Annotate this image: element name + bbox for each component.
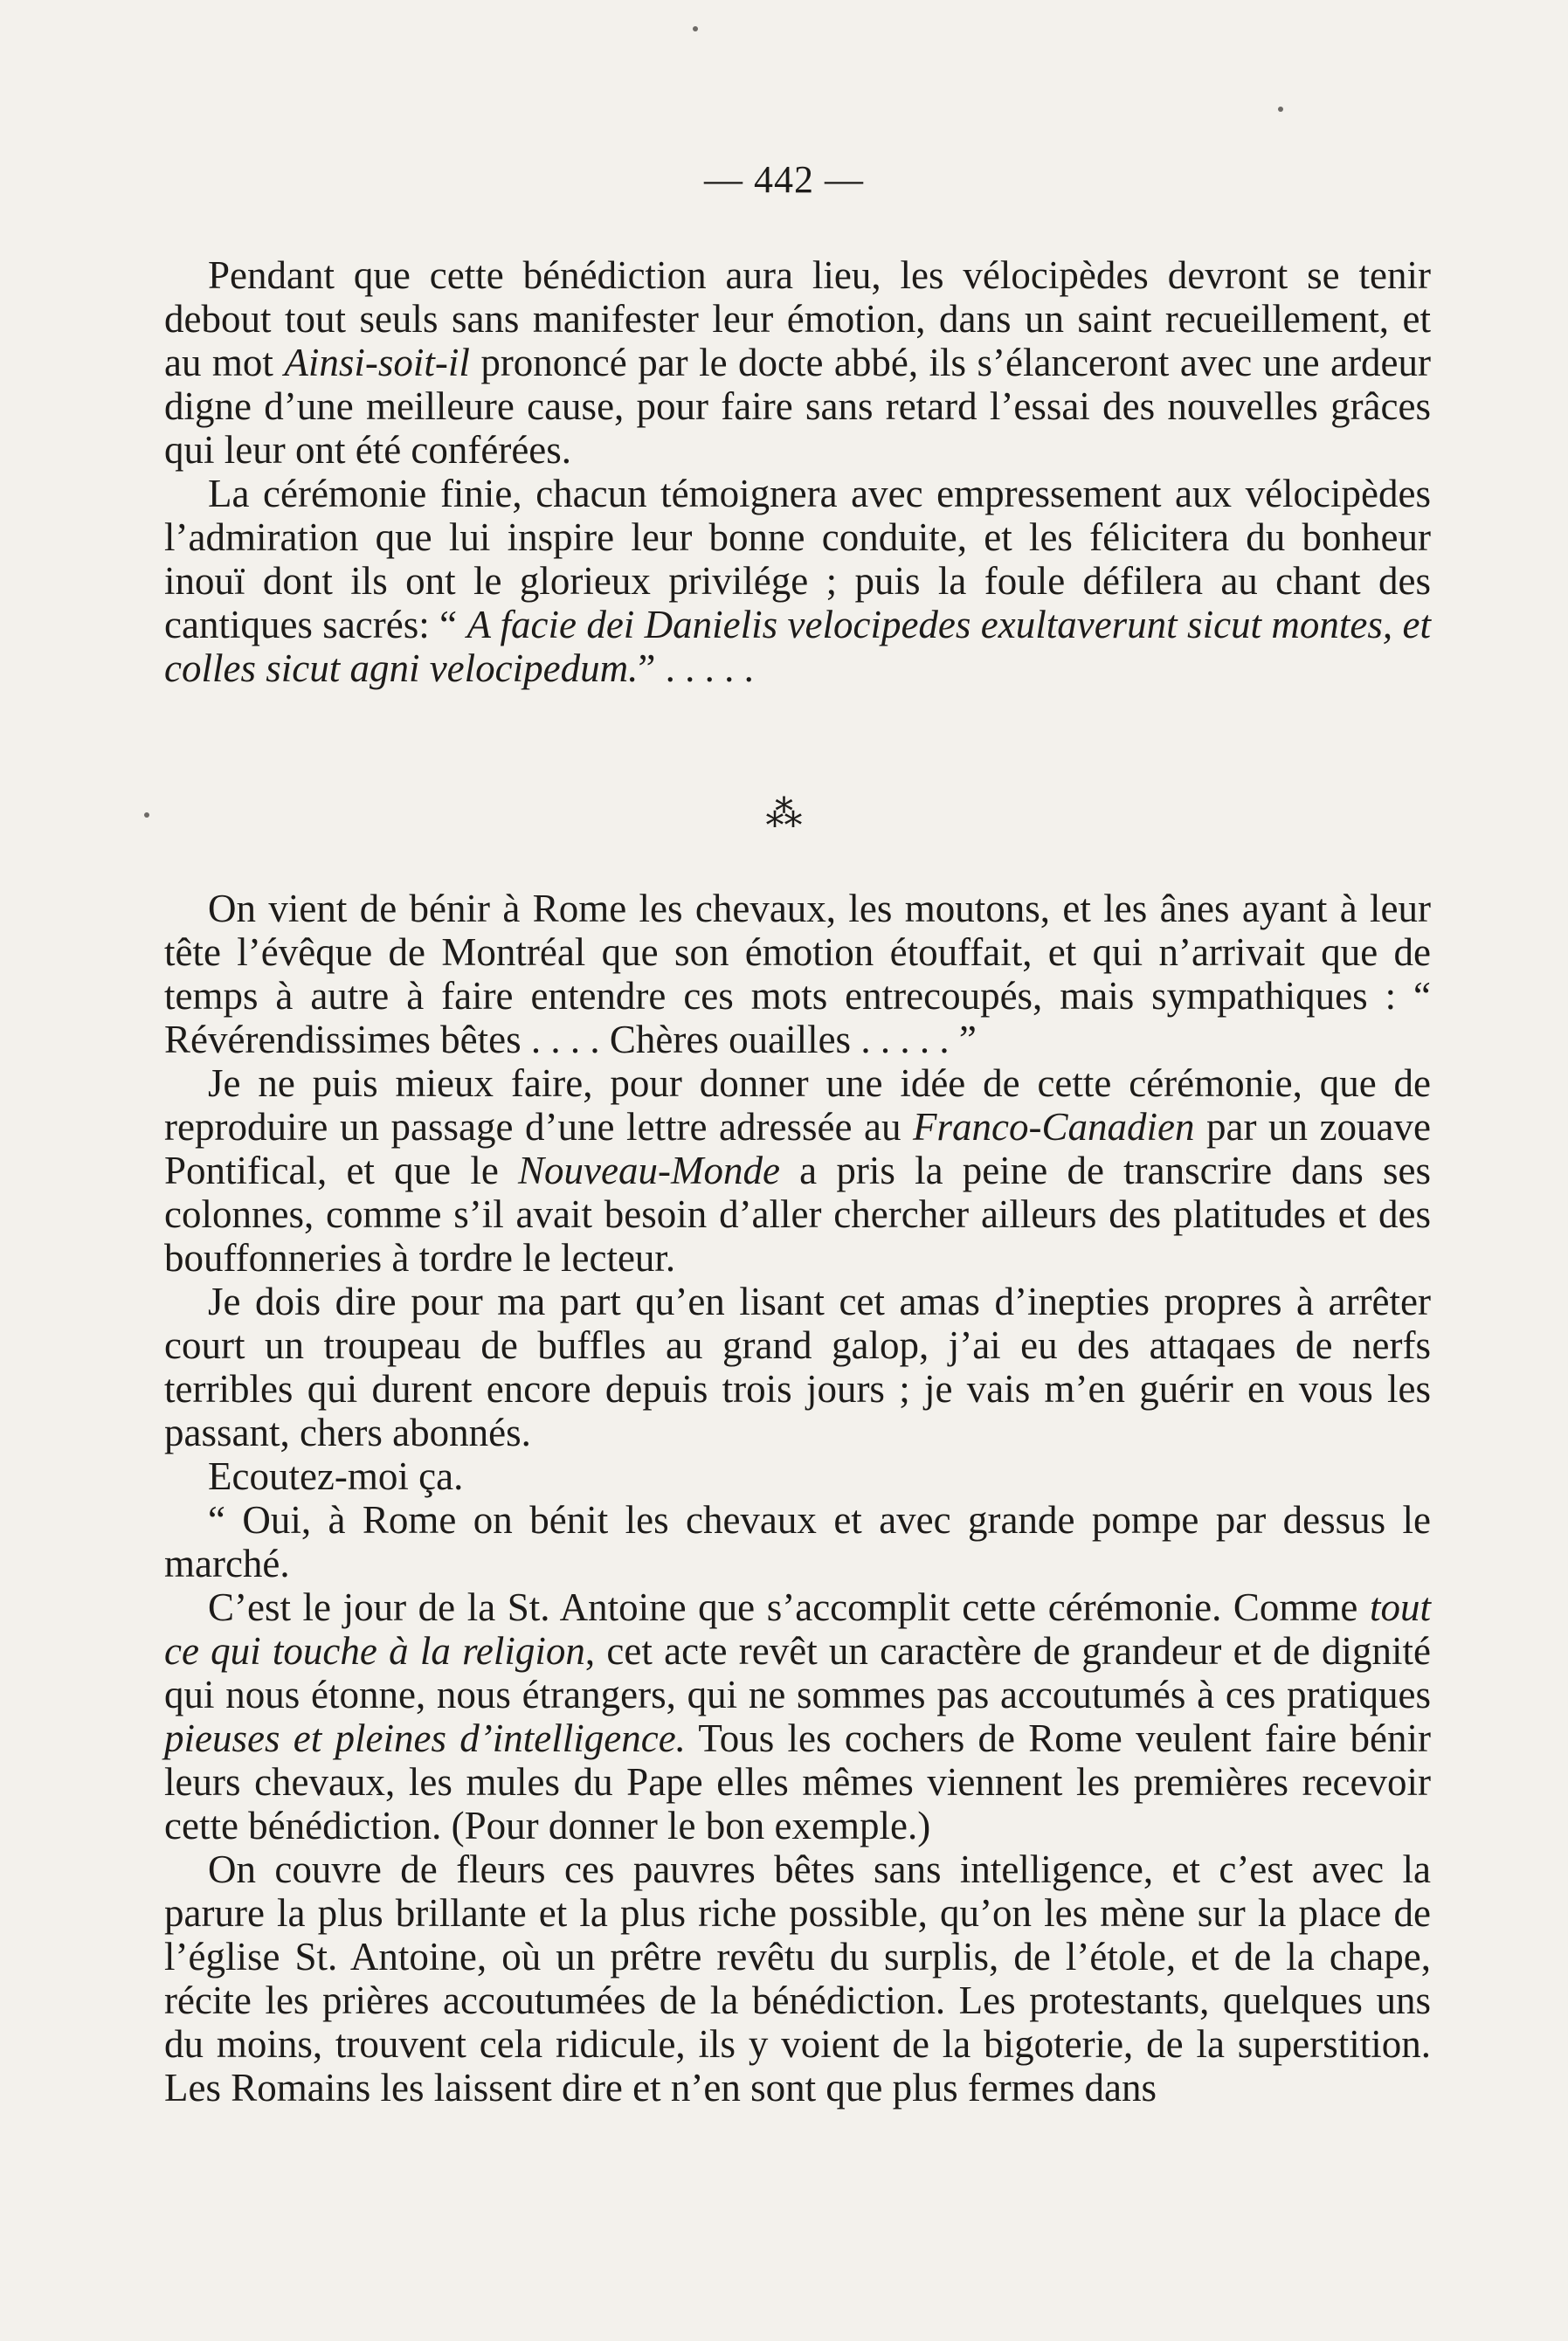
paragraph — [164, 1061, 1431, 1280]
body-text: , cet acte revêt un caractère de grandeur et de dignité qui nous étonne, nous étrangers, qui ne sommes pas accoutumés à ces pratiques — [164, 1629, 1431, 1716]
italic-text: Franco-Canadien — [913, 1105, 1195, 1149]
body-text: On vient de bénir à Rome les chevaux, les moutons, et les ânes ayant à leur tête l’évêque de Montréal que son émotion étouffait, et qui n’arrivait que de temps à autre à faire entendre ces mots entrecoupés, mais sympathiques : “ Révérendissimes bêtes . . . . Chères ouailles . . . . . ” — [164, 887, 1431, 1061]
italic-text: tout ce qui touche à la religion — [164, 1585, 1431, 1673]
page-number: — 442 — — [704, 158, 864, 201]
section-animal-blessing — [164, 887, 1431, 2110]
body-text: Je ne puis mieux faire, pour donner une idée de cette cérémonie, que de reproduire un passage d’une lettre adressée au — [164, 1061, 1431, 1149]
body-text: ” . . . . . — [638, 646, 754, 690]
paragraph — [164, 1454, 1431, 1498]
section-velocipede-blessing — [164, 253, 1431, 690]
body-text: “ Oui, à Rome on bénit les chevaux et avec grande pompe par dessus le marché. — [164, 1498, 1431, 1585]
body-text: a pris la peine de transcrire dans ses colonnes, comme s’il avait besoin d’aller chercher ailleurs des platitudes et des bouffonneries à tordre le lecteur. — [164, 1149, 1431, 1280]
body-text: par un zouave Pontifical, et que le — [164, 1105, 1431, 1192]
body-text: Pendant que cette bénédiction aura lieu, les vélocipèdes devront se tenir debout tout seuls sans manifester leur émotion, dans un saint recueillement, et au mot — [164, 253, 1431, 384]
body-text: On couvre de fleurs ces pauvres bêtes sans intelligence, et c’est avec la parure la plus brillante et la plus riche possible, qu’on les mène sur la place de l’église St. Antoine, où un prêtre revêtu du surplis, de l’étole, et de la chape, récite les prières accoutumées de la bénédiction. Les protestants, quelques uns du moins, trouvent cela ridicule, ils y voient de la bigoterie, de la superstition. Les Romains les laissent dire et n’en sont que plus fermes dans — [164, 1847, 1431, 2110]
asterism-divider: ⁂ — [765, 795, 803, 835]
body-text: Ecoutez-moi ça. — [208, 1454, 464, 1498]
body-text: prononcé par le docte abbé, ils s’élanceront avec une ardeur digne d’une meilleure cause, pour faire sans retard l’essai des nouvelles grâces qui leur ont été conférées. — [164, 341, 1432, 472]
paragraph — [164, 1498, 1431, 1585]
body-text: Je dois dire pour ma part qu’en lisant cet amas d’inepties propres à arrêter court un troupeau de buffles au grand galop, j’ai eu des attaqaes de nerfs terribles qui durent encore depuis trois jours ; je vais m’en guérir en vous les passant, chers abonnés. — [164, 1280, 1431, 1454]
italic-text: A facie dei Danielis velocipedes exultaverunt sicut montes, et colles sicut agni velocipedum. — [164, 603, 1431, 690]
print-speck — [144, 812, 149, 818]
italic-text: pieuses et pleines d’intelligence. — [164, 1716, 686, 1760]
body-text: Tous les cochers de Rome veulent faire bénir leurs chevaux, les mules du Pape elles mêmes viennent les premières recevoir cette bénédiction. (Pour donner le bon exemple.) — [164, 1716, 1431, 1847]
paragraph — [164, 1280, 1431, 1454]
body-text: La cérémonie finie, chacun témoignera avec empressement aux vélocipèdes l’admiration que lui inspire leur bonne conduite, et les félicitera du bonheur inouï dont ils ont le glorieux privilége ; puis la foule défilera au chant des cantiques sacrés: “ — [164, 472, 1431, 646]
print-speck — [1278, 107, 1283, 112]
paragraph — [164, 472, 1431, 690]
paragraph — [164, 1847, 1431, 2110]
paragraph — [164, 253, 1431, 472]
paragraph — [164, 1585, 1431, 1847]
italic-text: Nouveau-Monde — [518, 1149, 780, 1192]
italic-text: Ainsi-soit-il — [284, 341, 470, 384]
body-text: C’est le jour de la St. Antoine que s’accomplit cette cérémonie. Comme — [208, 1585, 1370, 1629]
print-speck — [693, 26, 698, 31]
paragraph — [164, 887, 1431, 1061]
